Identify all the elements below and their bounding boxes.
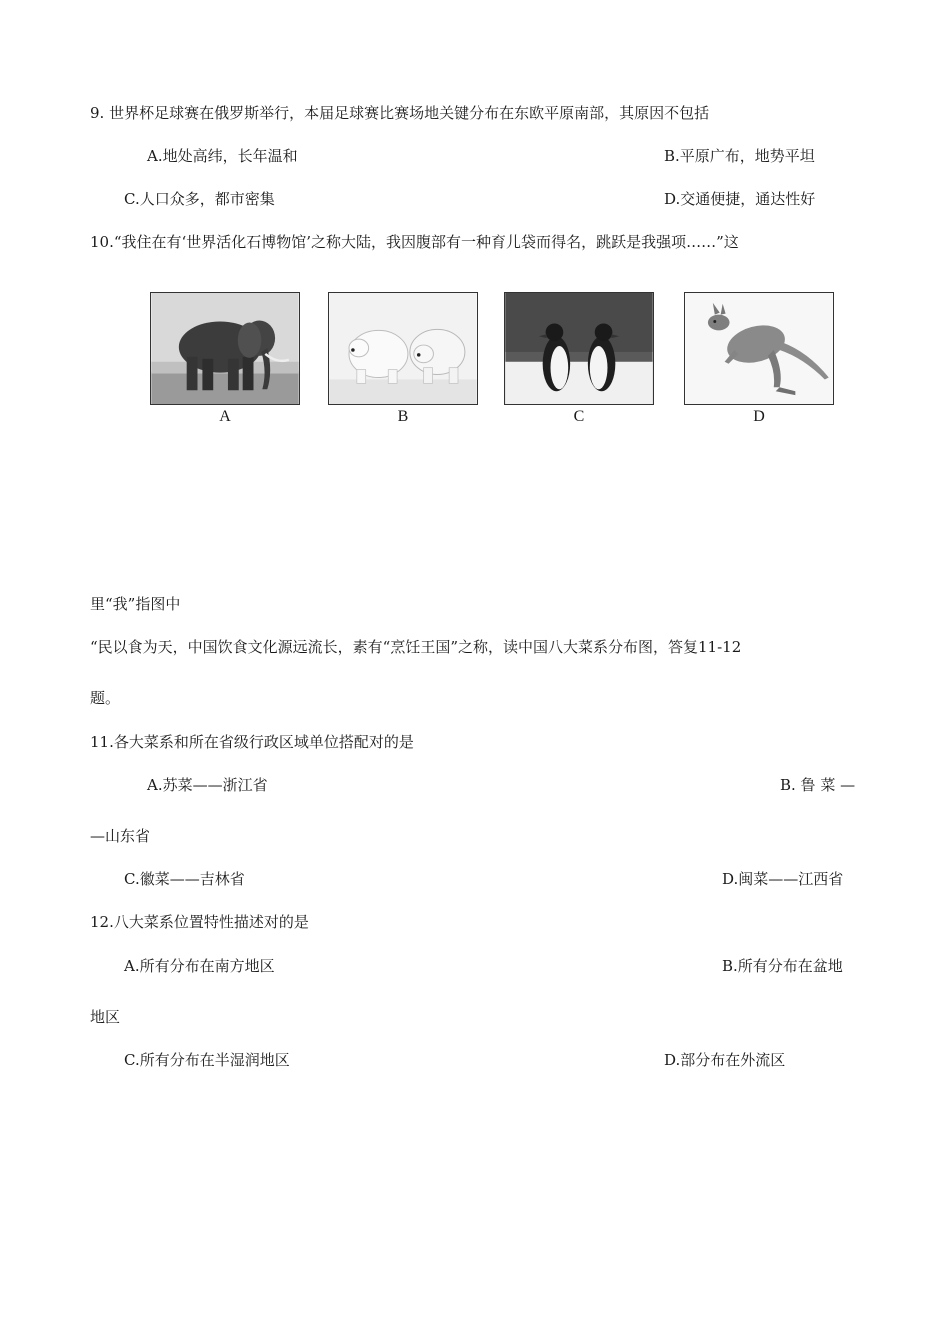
q9-option-a: A.地处高纬，长年温和 [147,147,298,165]
image-c-label: C [573,408,585,425]
q10-stem: 10.“我住在有‘世界活化石博物馆’之称大陆，我因腹部有一种育儿袋而得名，跳跃是我强项……”这 [90,233,739,251]
q12-stem: 12.八大菜系位置特性描述对的是 [90,913,309,931]
image-b-polar-bears [328,292,478,405]
q11-option-c: C.徽菜——吉林省 [124,870,245,888]
q12-option-a: A.所有分布在南方地区 [124,957,275,975]
intro-line-1: “民以食为天，中国饮食文化源远流长，素有“烹饪王国”之称，读中国八大菜系分布图，答复11-12 [90,638,742,656]
q12-option-b-continued: 地区 [90,1008,121,1026]
elephant-photo-icon [151,293,299,404]
q10-stem-continued: 里“我”指图中 [90,595,181,613]
q9-option-c: C.人口众多，都市密集 [124,190,275,208]
penguin-photo-icon [505,293,653,404]
q11-option-a: A.苏菜——浙江省 [147,776,268,794]
q11-option-b-continued: —山东省 [90,827,151,845]
q11-stem: 11.各大菜系和所在省级行政区域单位搭配对的是 [90,733,414,751]
kangaroo-photo-icon [685,293,833,404]
image-a-label: A [219,408,231,425]
q9-option-b: B.平原广布，地势平坦 [664,147,815,165]
image-a-elephant [150,292,300,405]
q11-option-b: B. 鲁 菜 — [780,776,856,794]
image-c-penguins [504,292,654,405]
image-b-label: B [397,408,409,425]
polar-bear-photo-icon [329,293,477,404]
intro-line-2: 题。 [90,689,121,707]
q11-option-d: D.闽菜——江西省 [722,870,844,888]
image-d-label: D [753,408,765,425]
q9-stem: 9. 世界杯足球赛在俄罗斯举行，本届足球赛比赛场地关键分布在东欧平原南部，其原因不包括 [90,104,710,122]
q9-option-d: D.交通便捷，通达性好 [664,190,816,208]
q12-option-d: D.部分布在外流区 [664,1051,786,1069]
q12-option-b: B.所有分布在盆地 [722,957,843,975]
q12-option-c: C.所有分布在半湿润地区 [124,1051,290,1069]
image-d-kangaroo [684,292,834,405]
